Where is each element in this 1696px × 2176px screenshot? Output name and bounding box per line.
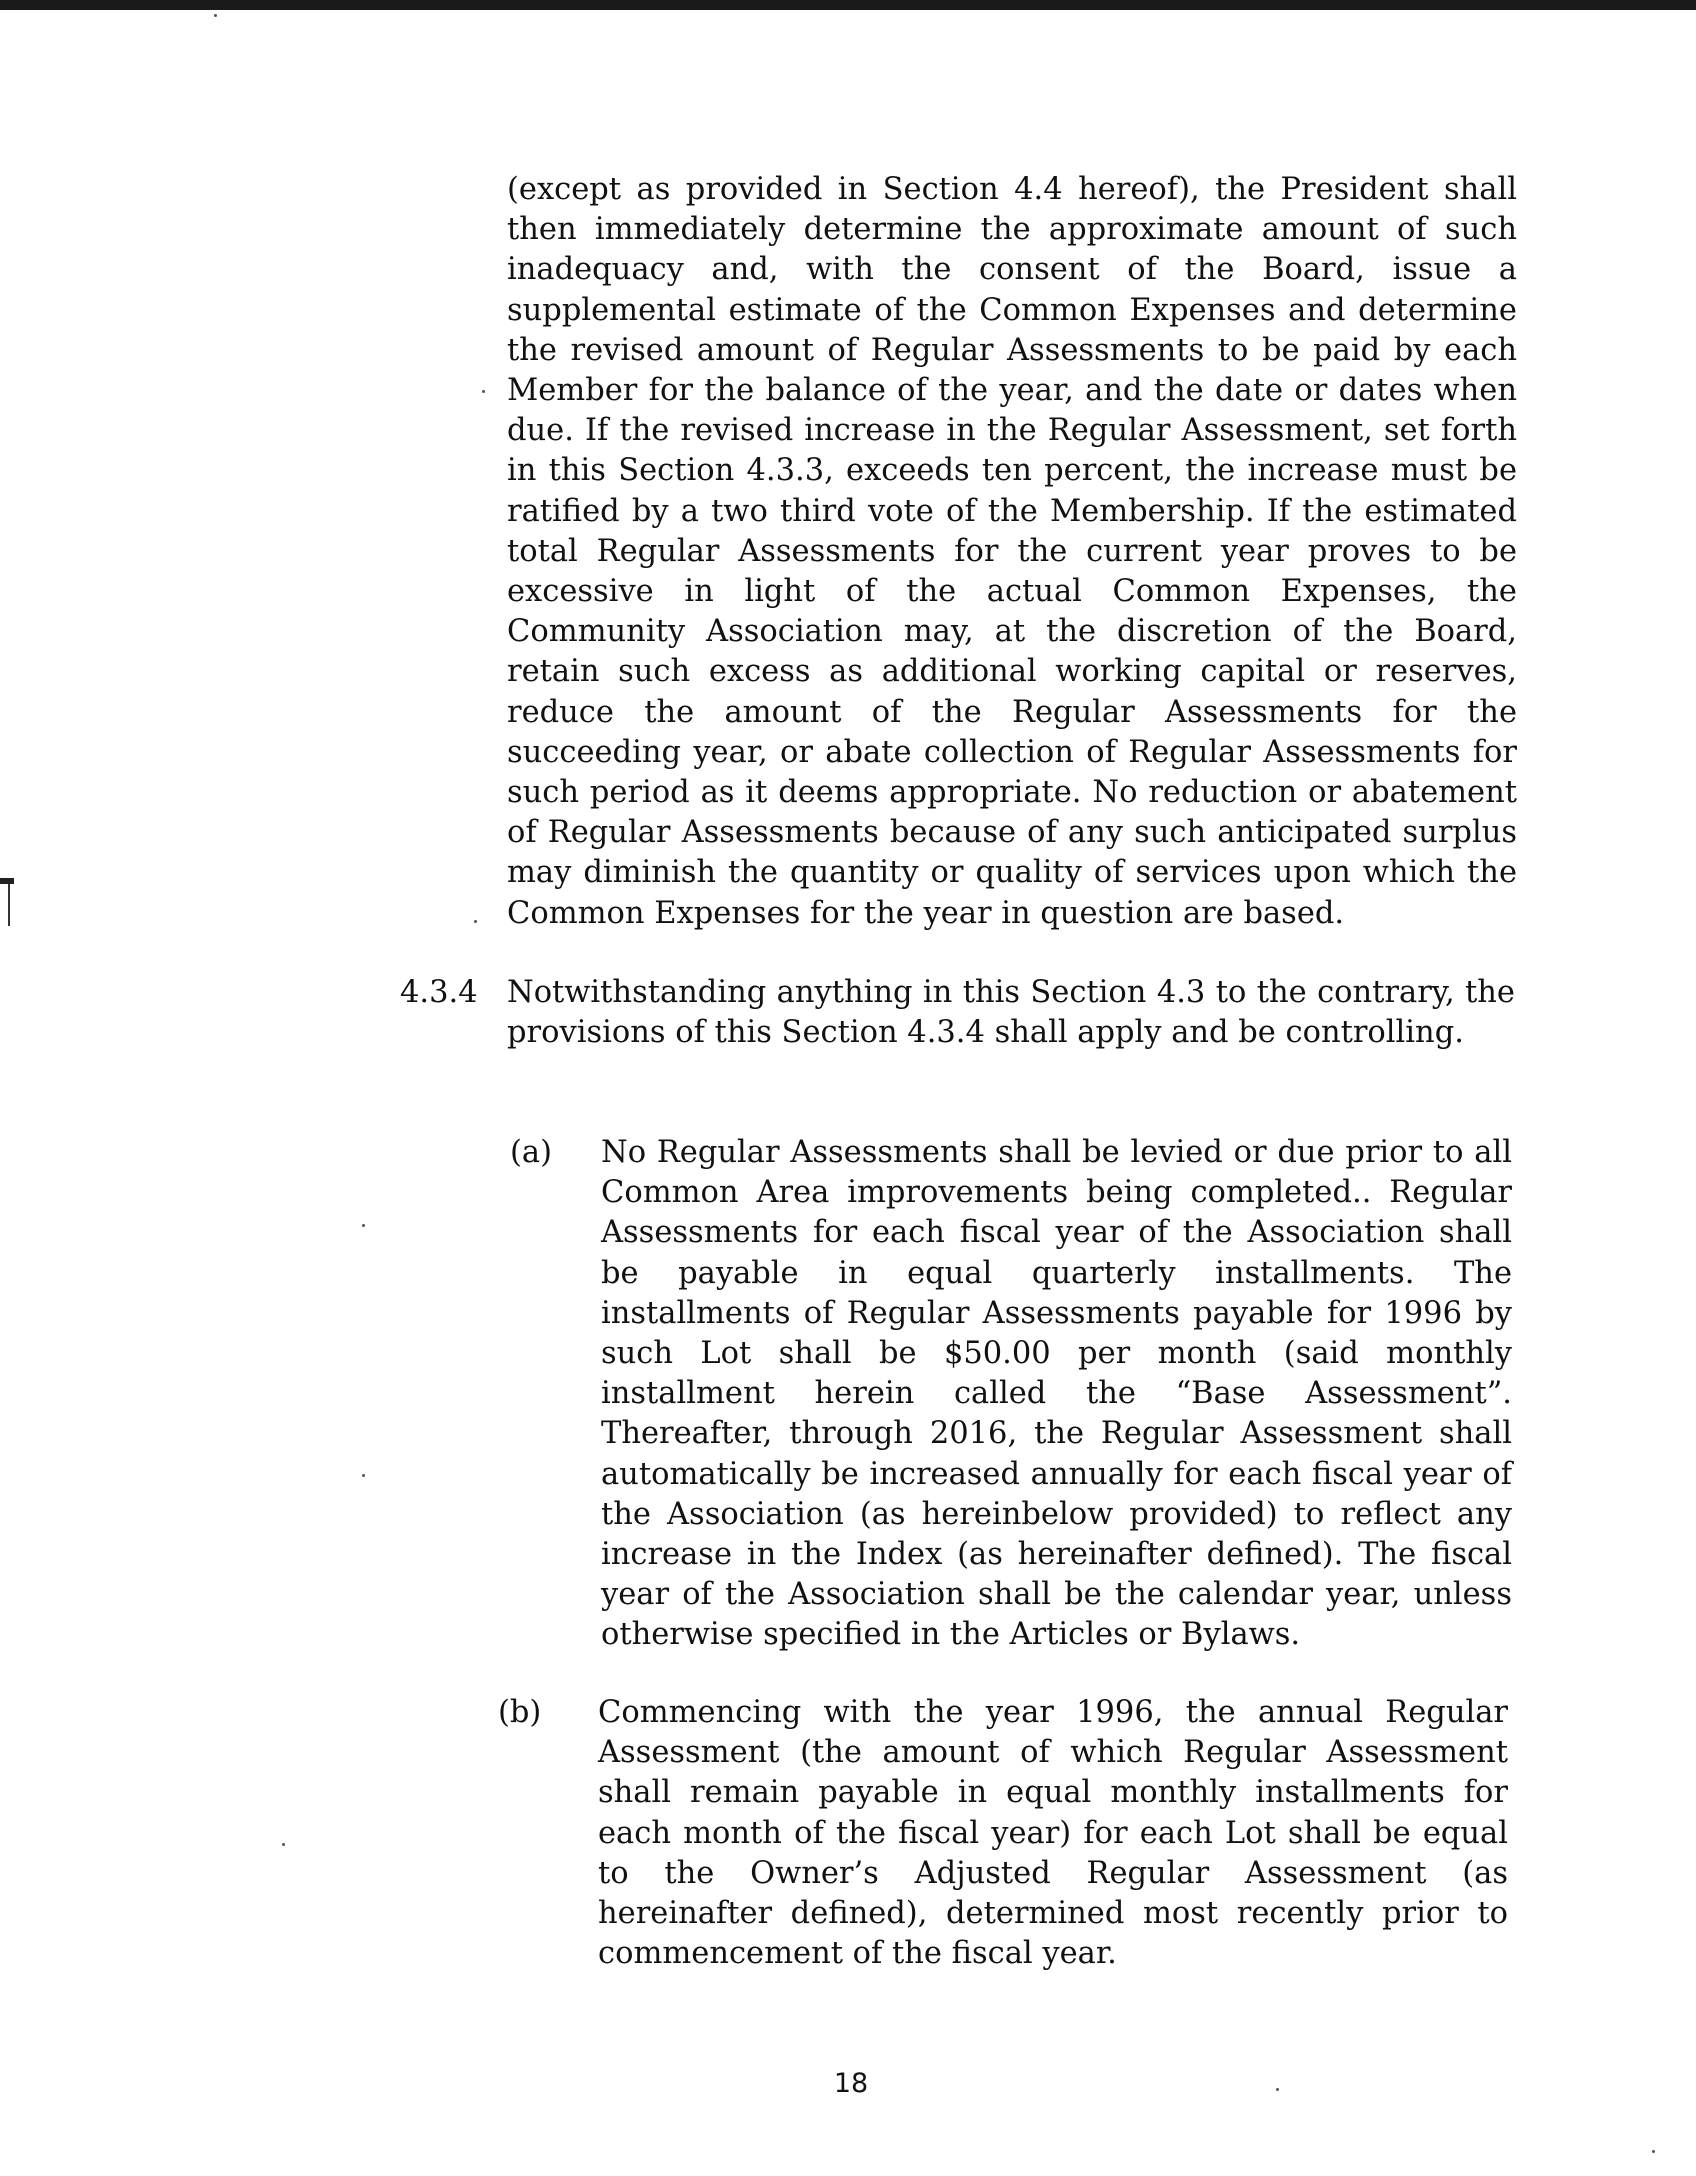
section-text: Notwithstanding anything in this Section 4.3 to the contrary, the provisions of this Section 4.3.4 shall apply and be controlling. <box>507 975 1515 1051</box>
scan-speck <box>474 920 477 923</box>
scan-speck <box>214 14 217 17</box>
item-text-a: No Regular Assessments shall be levied or due prior to all Common Area improvements being completed.. Regular Assessments for each fiscal year of the Association shall be payable in equal quarterly installments. The installments of Regular Assessments payable for 1996 by such Lot shall be $50.00 per month (said monthly installment herein called the “Base Assessment”. Thereafter, through 2016, the Regular Assessment shall automatically be increased annually for each fiscal year of the Association (as hereinbelow provided) to reflect any increase in the Index (as hereinafter defined). The fiscal year of the Association shall be the calendar year, unless otherwise specified in the Articles or Bylaws. <box>601 1135 1512 1653</box>
scan-speck <box>1652 2150 1655 2153</box>
item-label-b: (b) <box>498 1695 542 1730</box>
item-text-b: Commencing with the year 1996, the annual Regular Assessment (the amount of which Regular Assessment shall remain payable in equal monthly installments for each month of the fiscal year) for each Lot shall be equal to the Owner’s Adjusted Regular Assessment (as hereinafter defined), determined most recently prior to commencement of the fiscal year. <box>598 1695 1508 1972</box>
scan-speck <box>362 1474 365 1477</box>
item-label-a: (a) <box>510 1135 552 1170</box>
scan-speck <box>482 390 485 393</box>
scan-speck <box>282 1843 285 1846</box>
binding-line <box>8 884 10 926</box>
scan-speck <box>362 1224 365 1227</box>
scan-speck <box>1276 2088 1279 2091</box>
scan-top-edge <box>0 0 1696 10</box>
page-number: 18 <box>833 2068 869 2099</box>
section-number: 4.3.4 <box>400 975 478 1010</box>
binding-mark <box>0 878 14 884</box>
continuation-paragraph: (except as provided in Section 4.4 hereof), the President shall then immediately determine the approximate amount of such inadequacy and, with the consent of the Board, issue a supplemental estimate of the Common Expenses and determine the revised amount of Regular Assessments to be paid by each Member for the balance of the year, and the date or dates when due. If the revised increase in the Regular Assessment, set forth in this Section 4.3.3, exceeds ten percent, the increase must be ratified by a two third vote of the Membership. If the estimated total Regular Assessments for the current year proves to be excessive in light of the actual Common Expenses, the Community Association may, at the discretion of the Board, retain such excess as additional working capital or reserves, reduce the amount of the Regular Assessments for the succeeding year, or abate collection of Regular Assessments for such period as it deems appropriate. No reduction or abatement of Regular Assessments because of any such anticipated surplus may diminish the quantity or quality of services upon which the Common Expenses for the year in question are based. <box>507 172 1517 931</box>
